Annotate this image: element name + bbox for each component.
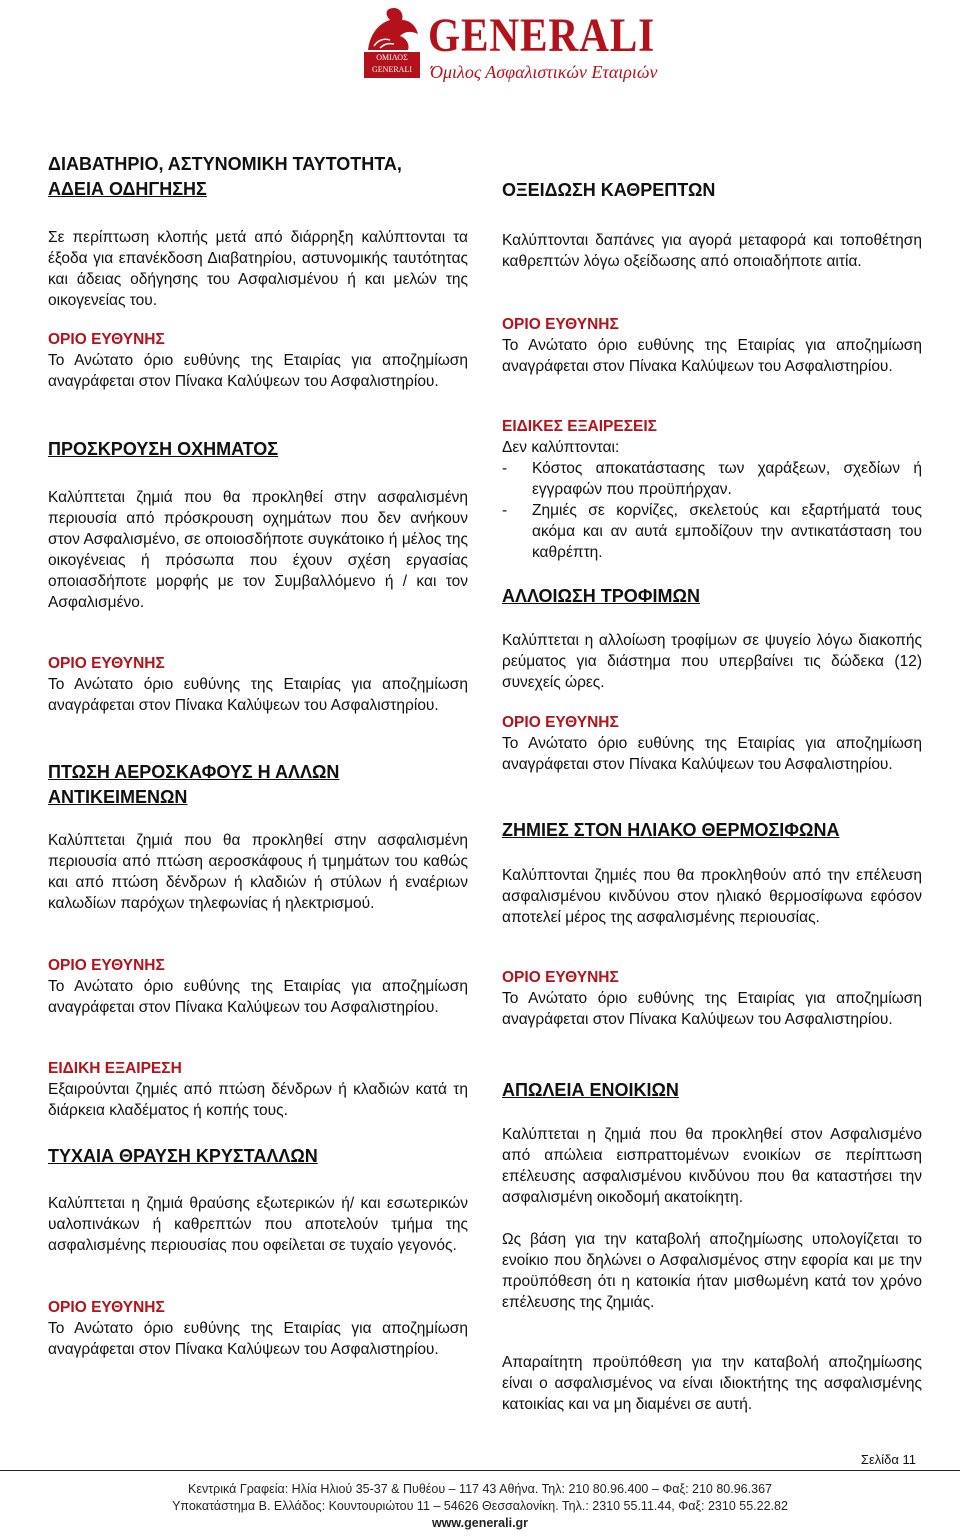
section-text: Καλύπτεται η ζημιά θραύσης εξωτερικών ή/ και εσωτερικών υαλοπινάκων ή καθρεπτών που αποτελούν τμήμα της ασφαλισμένης περιουσίας που οφείλεται σε τυχαίο γεγονός. — [48, 1195, 468, 1254]
section-text: Καλύπτεται η αλλοίωση τροφίμων σε ψυγείο λόγω διακοπής ρεύματος για διάστημα που υπερβαίνει τις δώδεκα (12) συνεχείς ώρες. — [502, 632, 922, 691]
section-title-line: ΠΤΩΣΗ ΑΕΡΟΣΚΑΦΟΥΣ Η ΑΛΛΩΝ — [48, 762, 340, 782]
brand-subtitle: Όμιλος Ασφαλιστικών Εταιριών — [430, 62, 658, 82]
limit-label: ΟΡΙΟ ΕΥΘΥΝΗΣ — [48, 655, 165, 672]
section-title-line: ΔΙΑΒΑΤΗΡΙΟ, ΑΣΤΥΝΟΜΙΚΗ ΤΑΥΤΟΤΗΤΑ, — [48, 154, 402, 174]
section-title: ΑΠΩΛΕΙΑ ΕΝΟΙΚΙΩΝ — [502, 1080, 679, 1100]
section-title: ΟΞΕΙΔΩΣΗ ΚΑΘΡΕΠΤΩΝ — [502, 180, 716, 200]
limit-label: ΟΡΙΟ ΕΥΘΥΝΗΣ — [502, 969, 619, 986]
exclusion-item: - Κόστος αποκατάστασης των χαράξεων, σχεδίων ή εγγραφών που προϋπήρχαν. — [502, 460, 922, 498]
page-number: Σελίδα 11 — [860, 1452, 916, 1467]
section-title — [48, 152, 468, 202]
exclusion-item: - Ζημιές σε κορνίζες, σκελετούς και εξαρτήματά τους ακόμα και αν αυτά εμποδίζουν την αντικατάσταση του καθρέπτη. — [502, 502, 922, 561]
exclusion-item-text: Κόστος αποκατάστασης των χαράξεων, σχεδίων ή εγγραφών που προϋπήρχαν. — [532, 460, 922, 498]
section-title: ΤΥΧΑΙΑ ΘΡΑΥΣΗ ΚΡΥΣΤΑΛΛΩΝ — [48, 1146, 318, 1166]
emblem-label: ΟΜΙΛΟΣ GENERALI — [364, 52, 420, 78]
limit-text: Το Ανώτατο όριο ευθύνης της Εταιρίας για αποζημίωση αναγράφεται στον Πίνακα Καλύψεων του Ασφαλιστηρίου. — [502, 337, 922, 375]
exclusion-item-text: Ζημιές σε κορνίζες, σκελετούς και εξαρτήματά τους ακόμα και αν αυτά εμποδίζουν την αντικατάσταση του καθρέπτη. — [532, 502, 922, 561]
exclusion-list — [502, 458, 922, 563]
section-title: ΖΗΜΙΕΣ ΣΤΟΝ ΗΛΙΑΚΟ ΘΕΡΜΟΣΙΦΩΝΑ — [502, 820, 840, 840]
footer-divider — [0, 1470, 960, 1471]
limit-text: Το Ανώτατο όριο ευθύνης της Εταιρίας για αποζημίωση αναγράφεται στον Πίνακα Καλύψεων του Ασφαλιστηρίου. — [48, 676, 468, 714]
exclusion-label: ΕΙΔΙΚΗ ΕΞΑΙΡΕΣΗ — [48, 1060, 182, 1077]
brand-name: GENERALI — [428, 9, 656, 62]
section-text: Σε περίπτωση κλοπής μετά από διάρρηξη καλύπτονται τα έξοδα για επανέκδοση Διαβατηρίου, αστυνομικής ταυτότητας και άδειας οδήγησης του Ασφαλισμένου ή και μελών της οικογενείας του. — [48, 229, 468, 309]
limit-label: ΟΡΙΟ ΕΥΘΥΝΗΣ — [48, 331, 165, 348]
page-header — [0, 0, 960, 100]
limit-text: Το Ανώτατο όριο ευθύνης της Εταιρίας για αποζημίωση αναγράφεται στον Πίνακα Καλύψεων του Ασφαλιστηρίου. — [502, 735, 922, 773]
footer-address-main: Κεντρικά Γραφεία: Ηλία Ηλιού 35-37 & Πυθέου – 117 43 Αθήνα. Τηλ: 210 80.96.400 – Φαξ: 210 80.96.367 — [188, 1482, 772, 1496]
limit-label: ΟΡΙΟ ΕΥΘΥΝΗΣ — [48, 1299, 165, 1316]
exclusion-intro: Δεν καλύπτονται: — [502, 439, 620, 456]
limit-label: ΟΡΙΟ ΕΥΘΥΝΗΣ — [502, 316, 619, 333]
footer-address-branch: Υποκατάστημα Β. Ελλάδος: Κουντουριώτου 11 – 54626 Θεσσαλονίκη. Τηλ.: 2310 55.11.44, Φαξ: 2310 55.22.82 — [172, 1499, 788, 1513]
limit-text: Το Ανώτατο όριο ευθύνης της Εταιρίας για αποζημίωση αναγράφεται στον Πίνακα Καλύψεων του Ασφαλιστηρίου. — [48, 1320, 468, 1358]
section-text: Καλύπτεται ζημιά που θα προκληθεί στην ασφαλισμένη περιουσία από πτώση αεροσκάφους ή τμημάτων του καθώς και από πτώση δένδρων ή κλαδιών ή στύλων ή εναέριων καλωδίων παρόχων τηλεφωνίας ή ηλεκτρισμού. — [48, 832, 468, 912]
exclusion-label: ΕΙΔΙΚΕΣ ΕΞΑΙΡΕΣΕΙΣ — [502, 418, 657, 435]
limit-text: Το Ανώτατο όριο ευθύνης της Εταιρίας για αποζημίωση αναγράφεται στον Πίνακα Καλύψεων του Ασφαλιστηρίου. — [48, 352, 468, 390]
section-text: Καλύπτεται ζημιά που θα προκληθεί στην ασφαλισμένη περιουσία από πρόσκρουση οχημάτων που δεν ανήκουν στον Ασφαλισμένο, σε οποιοσδήποτε συγκάτοικο ή μέλος της οικογένειας ή πρόσωπα που έχουν σχέση εργασίας οποιασδήποτε μορφής με τον Συμβαλλόμενο ή / και τον Ασφαλισμένο. — [48, 489, 468, 611]
limit-label: ΟΡΙΟ ΕΥΘΥΝΗΣ — [48, 957, 165, 974]
exclusion-text: Εξαιρούνται ζημιές από πτώση δένδρων ή κλαδιών κατά τη διάρκεια κλαδέματος ή κοπής τους. — [48, 1081, 468, 1119]
limit-text: Το Ανώτατο όριο ευθύνης της Εταιρίας για αποζημίωση αναγράφεται στον Πίνακα Καλύψεων του Ασφαλιστηρίου. — [502, 990, 922, 1028]
limit-text: Το Ανώτατο όριο ευθύνης της Εταιρίας για αποζημίωση αναγράφεται στον Πίνακα Καλύψεων του Ασφαλιστηρίου. — [48, 978, 468, 1016]
section-text: Ως βάση για την καταβολή αποζημίωσης υπολογίζεται το ενοίκιο που δηλώνει ο Ασφαλισμένος στην εφορία και με την προϋπόθεση ότι η κατοικία ήταν μισθωμένη κατά τον χρόνο επέλευσης της ζημιάς. — [502, 1231, 922, 1311]
section-title — [48, 760, 468, 810]
section-text: Καλύπτεται η ζημιά που θα προκληθεί στον Ασφαλισμένο από απώλεια εισπραττομένων ενοικίων σε περίπτωση επέλευσης ασφαλισμένου κινδύνου που θα καταστήσει την ασφαλισμένη οικοδομή ακατοίκητη. — [502, 1126, 922, 1206]
section-text: Απαραίτητη προϋπόθεση για την καταβολή αποζημίωσης είναι ο ασφαλισμένος να είναι ιδιοκτήτης της ασφαλισμένης κατοικίας και να μη διαμένει σε αυτή. — [502, 1354, 922, 1413]
section-title: ΑΛΛΟΙΩΣΗ ΤΡΟΦΙΜΩΝ — [502, 586, 700, 606]
section-title-line: ΑΝΤΙΚΕΙΜΕΝΩΝ — [48, 787, 188, 807]
footer-website-link[interactable]: www.generali.gr — [431, 1516, 529, 1530]
section-text: Καλύπτονται δαπάνες για αγορά μεταφορά και τοποθέτηση καθρεπτών λόγω οξείδωσης από οποιαδήποτε αιτία. — [502, 232, 922, 270]
section-text: Καλύπτονται ζημιές που θα προκληθούν από την επέλευση ασφαλισμένου κινδύνου στον ηλιακό θερμοσίφωνα εφόσον αποτελεί μέρος της ασφαλισμένης περιουσίας. — [502, 867, 922, 926]
section-title: ΠΡΟΣΚΡΟΥΣΗ ΟΧΗΜΑΤΟΣ — [48, 439, 279, 459]
limit-label: ΟΡΙΟ ΕΥΘΥΝΗΣ — [502, 714, 619, 731]
section-title-line: ΑΔΕΙΑ ΟΔΗΓΗΣΗΣ — [48, 179, 207, 199]
